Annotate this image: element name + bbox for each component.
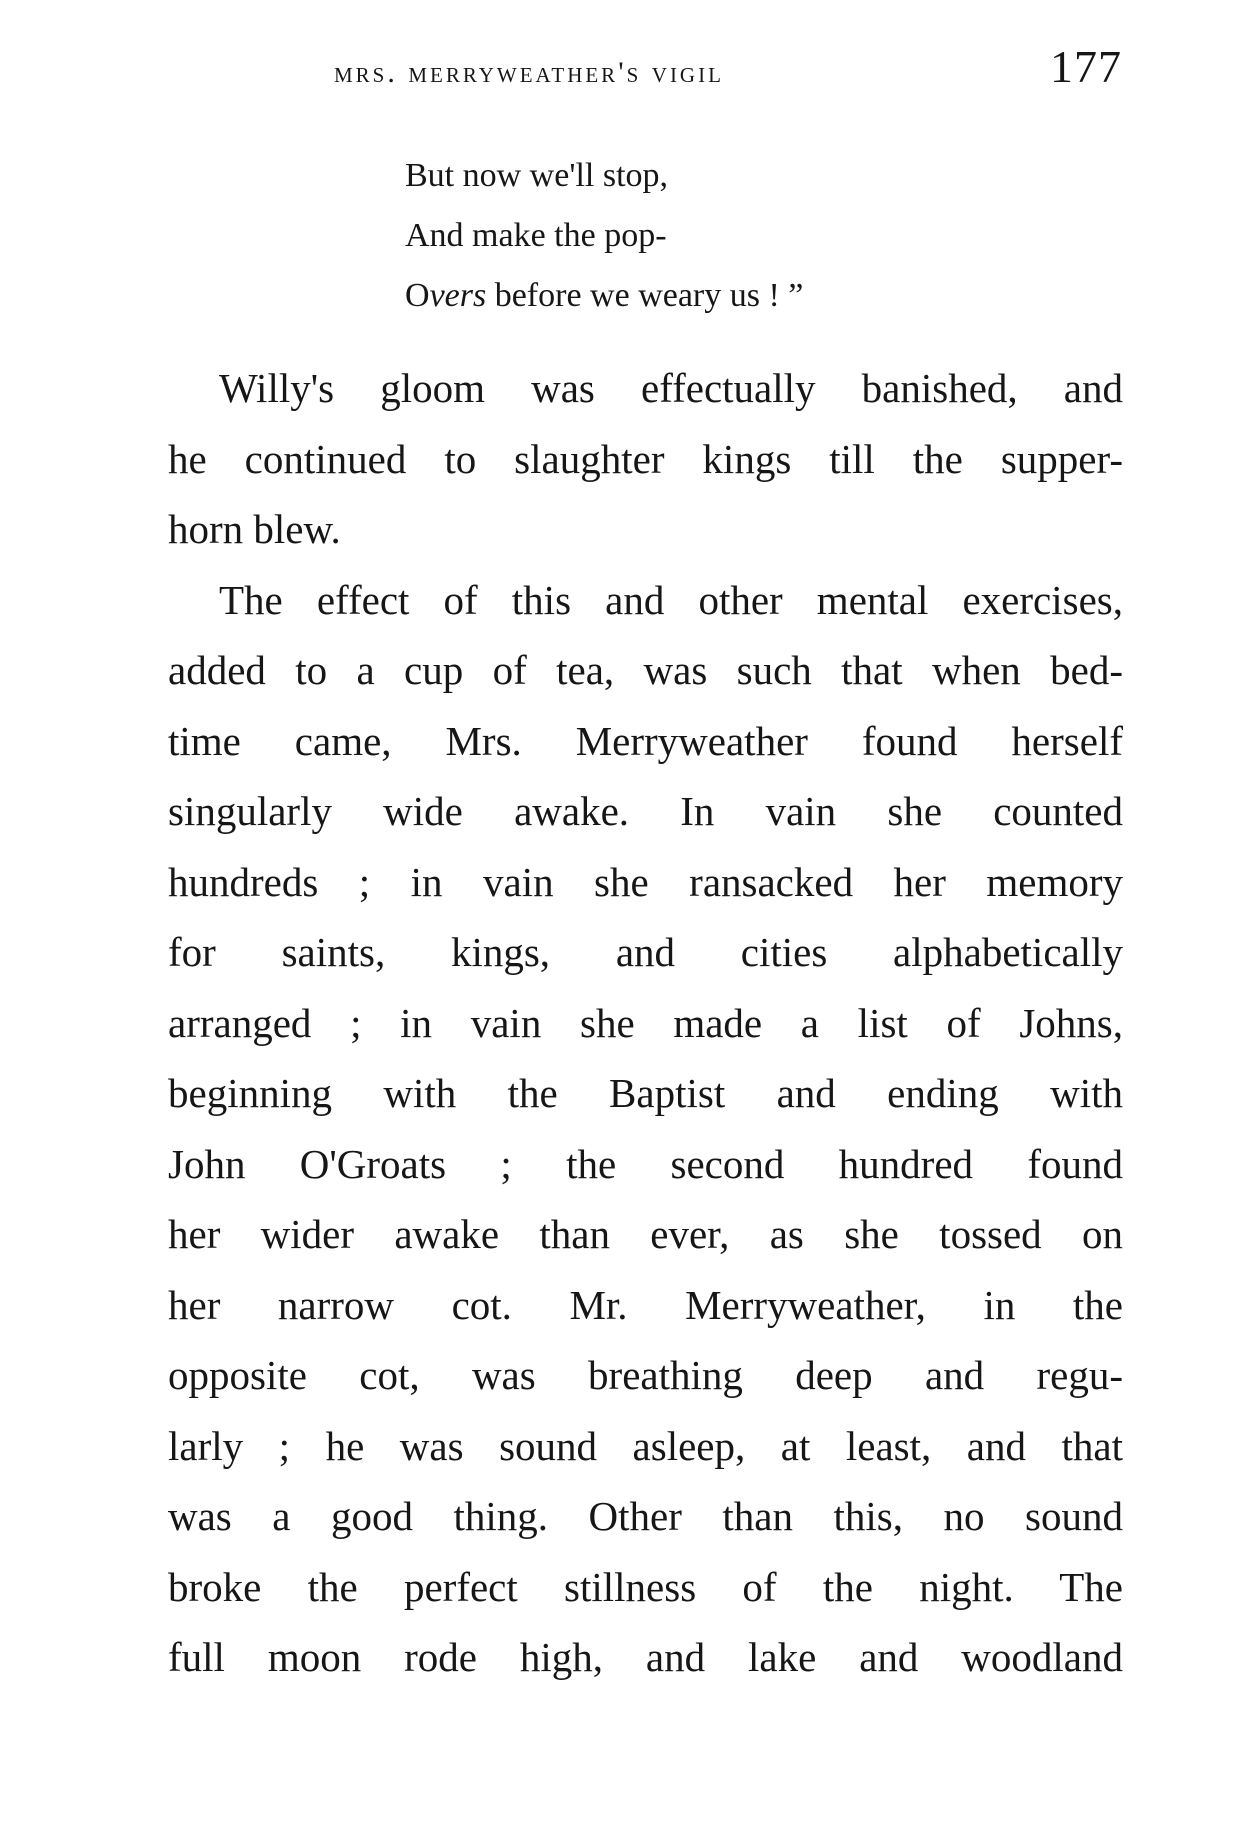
verse-stanza: [405, 146, 965, 326]
text-line: he continued to slaughter kings till the supper-: [168, 435, 1123, 482]
prose-body: [168, 353, 1123, 1693]
text-line: singularly wide awake. In vain she counted: [168, 788, 1123, 834]
text-line: opposite cot, was breathing deep and regu-: [168, 1352, 1123, 1398]
running-head: [334, 41, 1122, 104]
page-number: 177: [1050, 41, 1122, 92]
running-title: mrs. merryweather's vigil: [334, 56, 724, 89]
text-line: John O'Groats ; the second hundred found: [168, 1140, 1123, 1187]
text-line: time came, Mrs. Merryweather found herself: [168, 717, 1123, 764]
verse-text: O: [405, 277, 430, 314]
verse-line: [405, 266, 965, 326]
text-line: hundreds ; in vain she ransacked her memory: [168, 858, 1123, 905]
text-line: beginning with the Baptist and ending with: [168, 1070, 1123, 1116]
text-line: her narrow cot. Mr. Merryweather, in the: [168, 1281, 1123, 1328]
text-line: larly ; he was sound asleep, at least, and that: [168, 1422, 1123, 1469]
verse-italic-text: vers: [429, 277, 487, 314]
text-line: added to a cup of tea, was such that when bed-: [168, 647, 1123, 693]
text-line: broke the perfect stillness of the night. The: [168, 1563, 1123, 1610]
text-line: horn blew.: [168, 506, 341, 552]
paragraph: [168, 353, 1123, 565]
text-line: The effect of this and other mental exercises,: [219, 576, 1123, 623]
verse-line: But now we'll stop,: [405, 157, 669, 194]
text-line: arranged ; in vain she made a list of Johns,: [168, 999, 1123, 1046]
verse-text: before we weary us ! ”: [486, 277, 804, 314]
text-line: full moon rode high, and lake and woodland: [168, 1634, 1123, 1680]
text-line: for saints, kings, and cities alphabetically: [168, 929, 1123, 975]
verse-line: And make the pop-: [405, 217, 667, 254]
text-line: was a good thing. Other than this, no sound: [168, 1493, 1123, 1539]
text-line: Willy's gloom was effectually banished, and: [219, 365, 1123, 411]
text-line: her wider awake than ever, as she tossed on: [168, 1211, 1123, 1257]
paragraph: [168, 565, 1123, 1693]
